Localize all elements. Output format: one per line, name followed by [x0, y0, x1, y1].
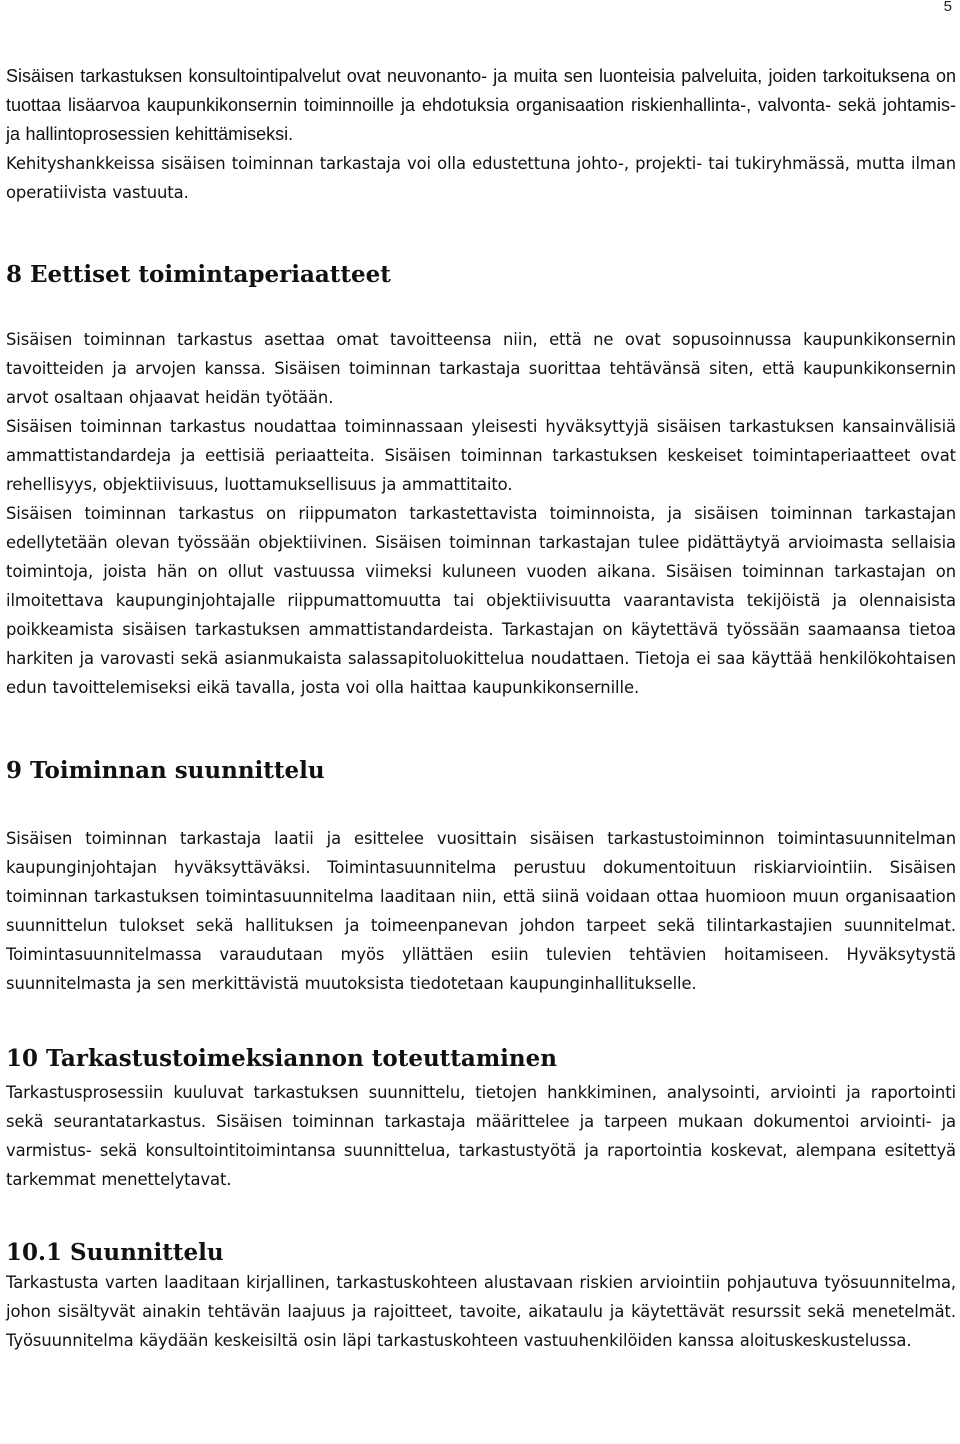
section-9-paragraph-1: Sisäisen toiminnan tarkastaja laatii ja esittelee vuosittain sisäisen tarkastustoiminnon toimintasuunnitelman kaupunginjohtajan hyväksyttäväksi. Toimintasuunnitelma perustuu dokumentoituun riskiarviointiin. Sisäisen toiminnan tarkastuksen toimintasuunnitelma laaditaan niin, että siinä voidaan ottaa huomioon muun organisaation suunnittelun tulokset sekä hallituksen ja toimeenpanevan johdon tarpeet sekä tilintarkastajien suunnitelmat. Toimintasuunnitelmassa varaudutaan myös yllättäen esiin tulevien tehtävien hoitamiseen. Hyväksytystä suunnitelmasta ja sen merkittävistä muutoksista tiedotetaan kaupunginhallitukselle.: [6, 829, 956, 993]
document-content: [6, 62, 956, 1355]
section-10-1-paragraph-1: Tarkastusta varten laaditaan kirjallinen, tarkastuskohteen alustavaan riskien arviointiin pohjautuva työsuunnitelma, johon sisältyvät ainakin tehtävän laajuus ja rajoitteet, tavoite, aikataulu ja käytettävät resurssit sekä menetelmät. Työsuunnitelma käydään keskeisiltä osin läpi tarkastuskohteen vastuuhenkilöiden kanssa aloituskeskustelussa.: [6, 1273, 956, 1350]
section-10-paragraph-1: Tarkastusprosessiin kuuluvat tarkastuksen suunnittelu, tietojen hankkiminen, analysointi, arviointi ja raportointi sekä seurantatarkastus. Sisäisen toiminnan tarkastaja määrittelee ja tarpeen mukaan dokumentoi arviointi- ja varmistus- sekä konsultointitoimintansa suunnittelua, tarkastustyötä ja raportointia koskevat, alempana esitettyä tarkemmat menettelytavat.: [6, 1083, 956, 1189]
section-10-1-heading: 10.1 Suunnittelu: [6, 1239, 224, 1266]
section-8-paragraph-3: Sisäisen toiminnan tarkastus on riippumaton tarkastettavista toiminnoista, ja sisäisen toiminnan tarkastajan edellytetään olevan työssään objektiivinen. Sisäisen toiminnan tarkastajan tulee pidättäytyä arvioimasta sellaisia toimintoja, joista hän on ollut vastuussa viimeksi kuluneen vuoden aikana. Sisäisen toiminnan tarkastajan on ilmoitettava kaupunginjohtajalle riippumattomuutta tai objektiivisuutta vaarantavista tekijöistä ja olennaisista poikkeamista sisäisen tarkastuksen ammattistandardeista. Tarkastajan on käytettävä työssään saamaansa tietoa harkiten ja varovasti sekä asianmukaista salassapitoluokittelua noudattaen. Tietoja ei saa käyttää henkilökohtaisen edun tavoittelemiseksi eikä tavalla, josta voi olla haittaa kaupunkikonsernille.: [6, 504, 956, 697]
intro-paragraph-2: Kehityshankkeissa sisäisen toiminnan tarkastaja voi olla edustettuna johto-, projekti- tai tukiryhmässä, mutta ilman operatiivista vastuuta.: [6, 154, 956, 202]
section-9-heading: 9 Toiminnan suunnittelu: [6, 757, 325, 784]
section-8-heading: 8 Eettiset toimintaperiaatteet: [6, 261, 391, 288]
section-10-heading: 10 Tarkastustoimeksiannon toteuttaminen: [6, 1045, 557, 1072]
page-number: 5: [943, 0, 952, 15]
intro-paragraph-1: Sisäisen tarkastuksen konsultointipalvelut ovat neuvonanto- ja muita sen luonteisia palveluita, joiden tarkoituksena on tuottaa lisäarvoa kaupunkikonsernin toiminnoille ja ehdotuksia organisaation riskienhallinta-, valvonta- sekä johtamis- ja hallintoprosessien kehittämiseksi.: [6, 66, 956, 144]
section-8-paragraph-1: Sisäisen toiminnan tarkastus asettaa omat tavoitteensa niin, että ne ovat sopusoinnussa kaupunkikonsernin tavoitteiden ja arvojen kanssa. Sisäisen toiminnan tarkastaja suorittaa tehtävänsä siten, että kaupunkikonsernin arvot osaltaan ohjaavat heidän työtään.: [6, 330, 956, 407]
section-8-paragraph-2: Sisäisen toiminnan tarkastus noudattaa toiminnassaan yleisesti hyväksyttyjä sisäisen tarkastuksen kansainvälisiä ammattistandardeja ja eettisiä periaatteita. Sisäisen toiminnan tarkastuksen keskeiset toimintaperiaatteet ovat rehellisyys, objektiivisuus, luottamuksellisuus ja ammattitaito.: [6, 417, 956, 494]
